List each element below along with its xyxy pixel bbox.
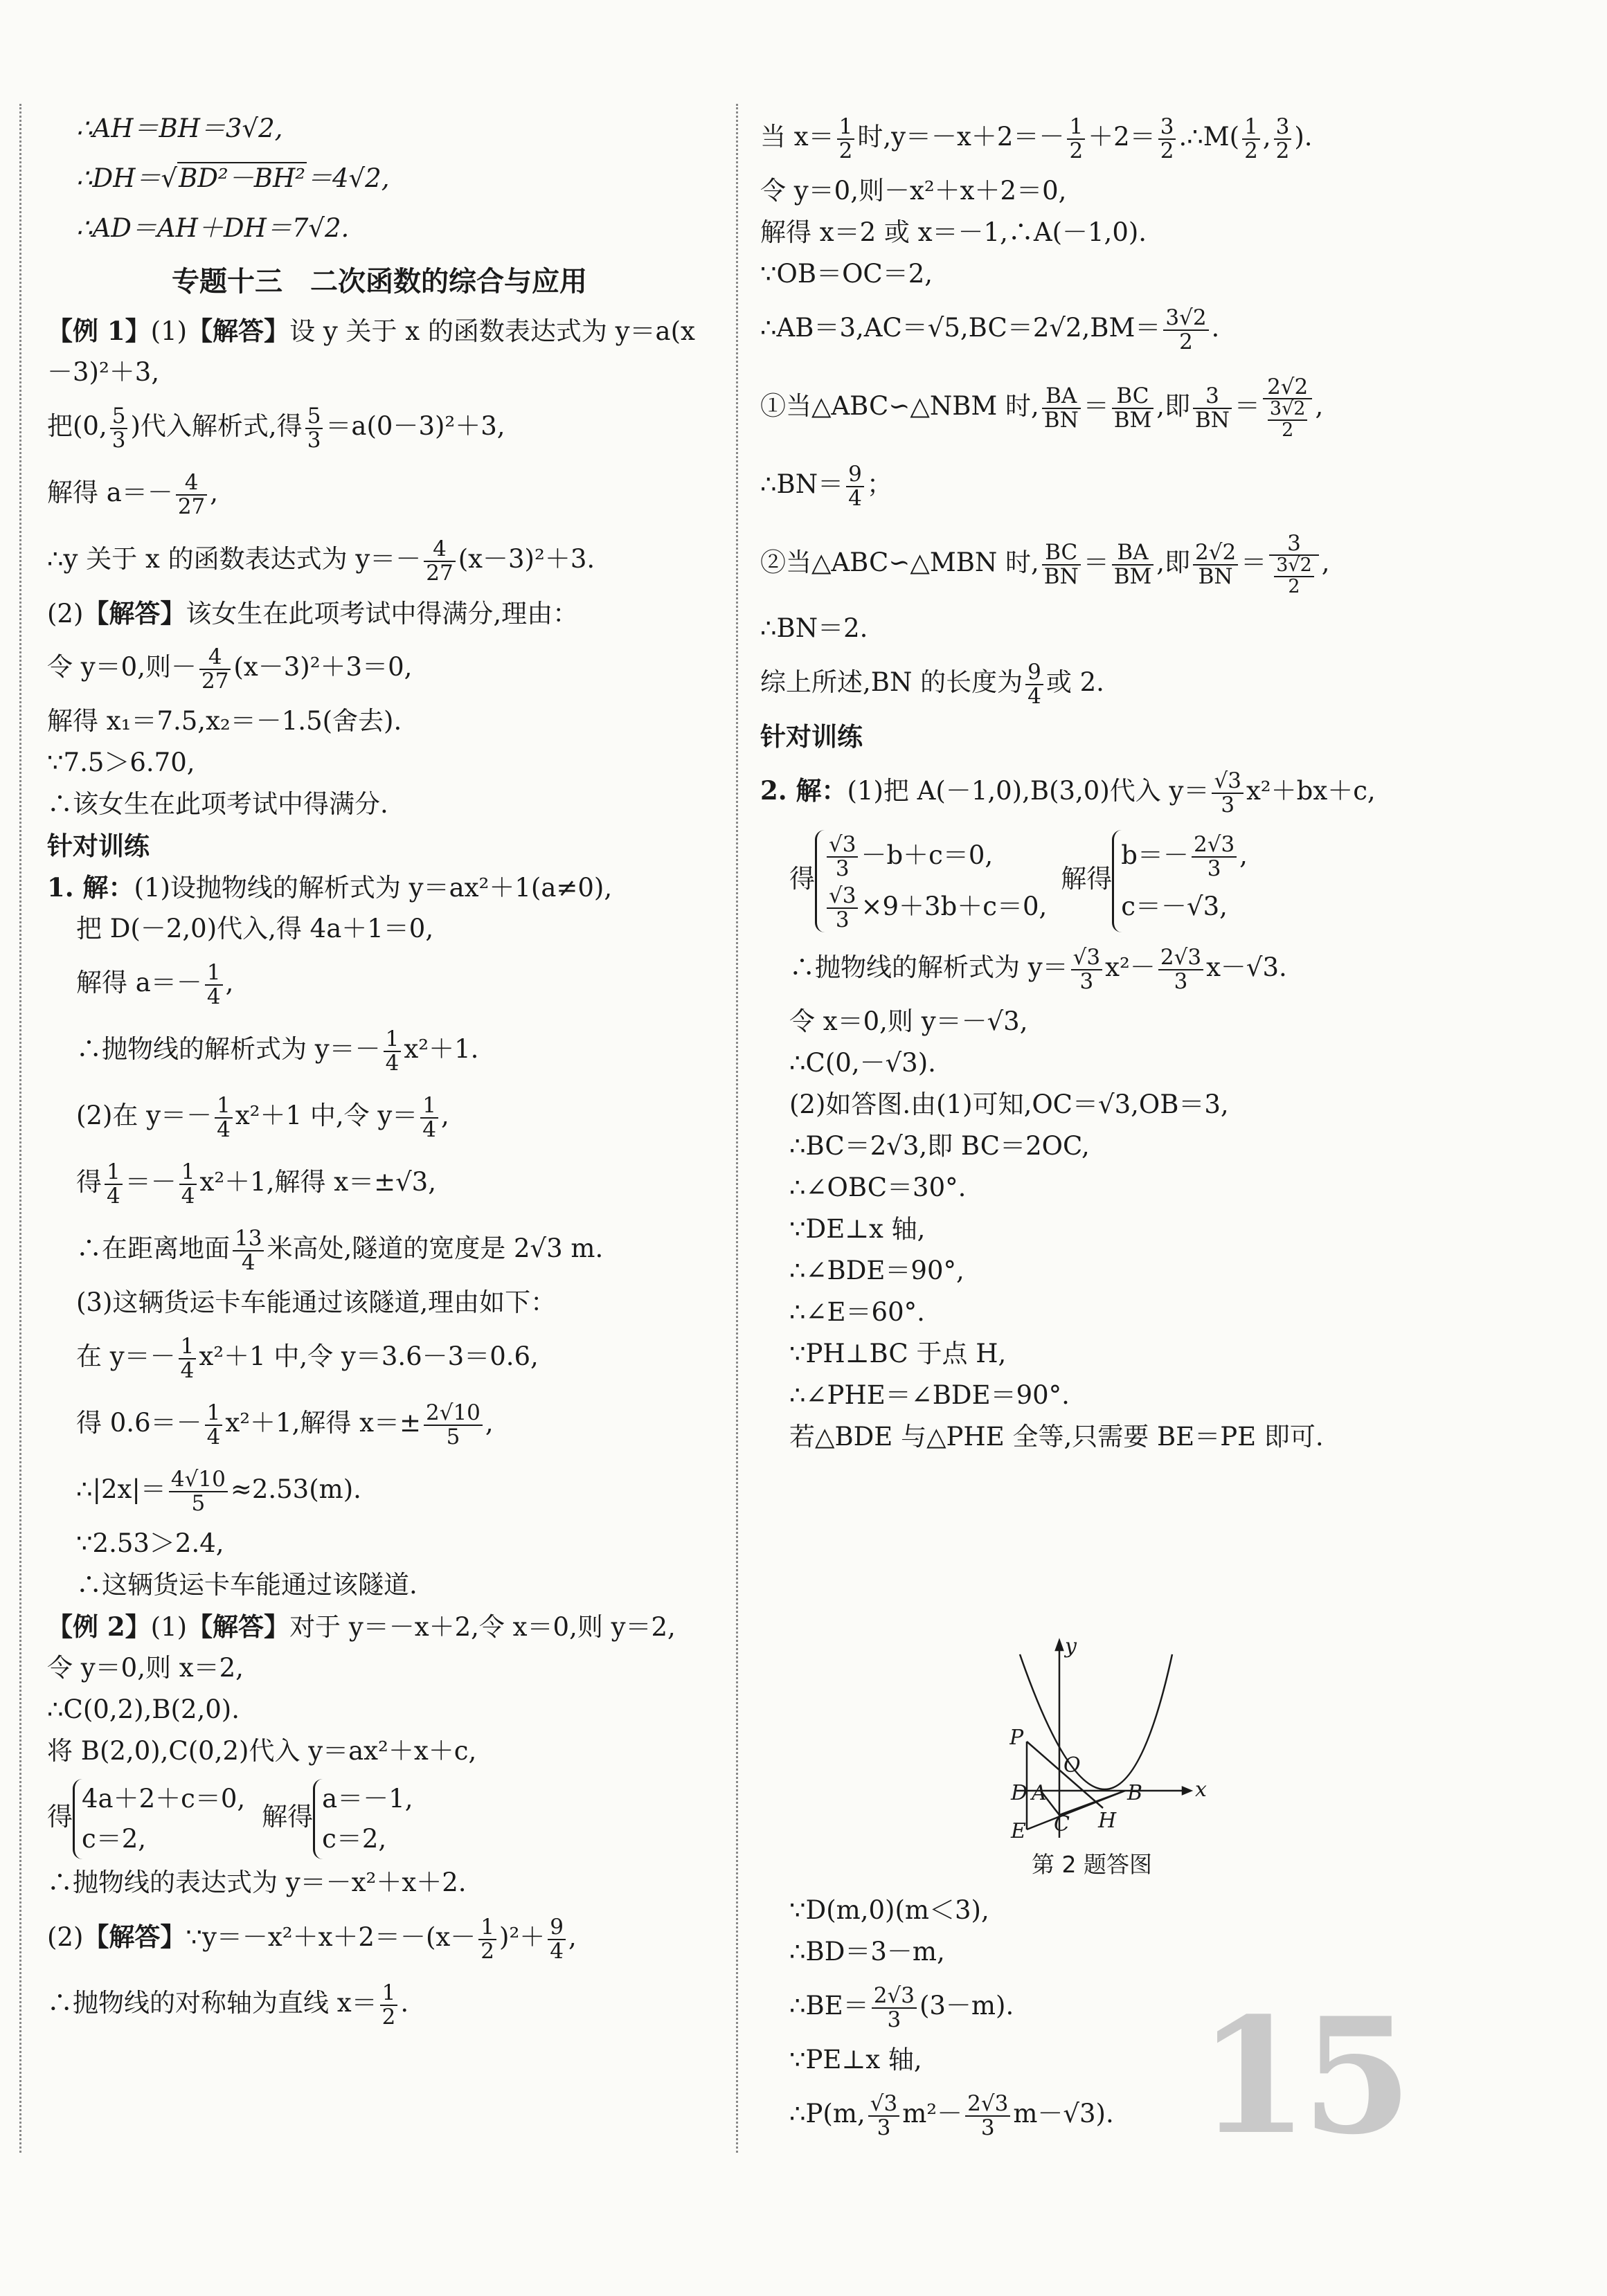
label-E: E <box>1011 1819 1026 1841</box>
parabola <box>1020 1654 1172 1789</box>
equation-system: 4a＋2＋c＝0, c＝2, <box>73 1779 245 1859</box>
training-heading: 针对训练 <box>760 721 863 752</box>
text-line: (2)在 y＝－ $\frac{1}{4}$ x²＋1 中,令 y＝ $\frac{1}{4}$ , <box>76 1092 449 1142</box>
text-line: ∴AB＝3,AC＝√5,BC＝2√2,BM＝ $\frac{3√2}{2}$ . <box>760 305 1220 354</box>
text-line: ∴C(0,－√3). <box>789 1048 936 1078</box>
text-line: 令 y＝0,则 x＝2, <box>47 1653 244 1683</box>
left-column <box>47 104 712 2036</box>
text-line: ∴AD＝AH＋DH＝7√2. <box>76 213 350 243</box>
text-line: ①当△ABC∽△NBM 时, $\frac{BA}{BN}$ ＝ $\frac{BC}{BM}$ ,即 $\frac{3}{BN}$ ＝ $\frac{2√2}{\frac{3√2}{2}}$ , <box>760 374 1324 441</box>
text-line: 把 D(－2,0)代入,得 4a＋1＝0, <box>76 914 434 943</box>
text-line: ∴BD＝3－m, <box>789 1937 945 1967</box>
label-C: C <box>1054 1812 1070 1836</box>
text-line: ∴AH＝BH＝3√2, <box>76 114 283 143</box>
text-line: ②当△ABC∽△MBN 时, $\frac{BC}{BN}$ ＝ $\frac{BA}{BM}$ ,即 $\frac{2√2}{BN}$ ＝ $\frac{3}{\frac{3√2}{2}}$ , <box>760 530 1330 597</box>
label-O: O <box>1063 1753 1081 1778</box>
equation-system: b＝－ $\frac{2√3}{3}$ , c＝－√3, <box>1112 830 1248 932</box>
text-line: ∴抛物线的对称轴为直线 x＝ $\frac{1}{2}$ . <box>47 1980 409 2030</box>
text-line: －3)²＋3, <box>47 357 160 387</box>
equation-system: a＝－1, c＝2, <box>313 1779 413 1859</box>
page-number: 15 <box>1198 1983 1406 2170</box>
text-line: ∴抛物线的解析式为 y＝ $\frac{√3}{3}$ x²－ $\frac{2√3}{3}$ x－√3. <box>789 944 1287 994</box>
figure-caption: 第 2 题答图 <box>1032 1851 1152 1878</box>
text-line: ∴DH＝√BD²－BH²＝4√2, <box>76 163 390 193</box>
text-line: ∴∠OBC＝30°. <box>789 1173 967 1202</box>
equation-system: $\frac{√3}{3}$ －b＋c＝0, $\frac{√3}{3}$ ×9＋3b＋c＝0, <box>815 830 1047 932</box>
text-line: ∵PE⊥x 轴, <box>789 2045 922 2074</box>
text-line: 在 y＝－ $\frac{1}{4}$ x²＋1 中,令 y＝3.6－3＝0.6, <box>76 1333 539 1383</box>
text-line: 将 B(2,0),C(0,2)代入 y＝ax²＋x＋c, <box>47 1736 477 1766</box>
text-line: 得 $\frac{√3}{3}$ －b＋c＝0, $\frac{√3}{3}$ ×9＋3b＋c＝0, 解得 b＝－ $\frac{2√3}{3}$ , c＝－√3, <box>760 824 1425 934</box>
label-A: A <box>1032 1781 1047 1805</box>
text-line: 得 $\frac{1}{4}$ ＝－ $\frac{1}{4}$ x²＋1,解得 x＝±√3, <box>76 1159 436 1209</box>
text-line: (2)【解答】∵y＝－x²＋x＋2＝－(x－ $\frac{1}{2}$ )²＋ $\frac{9}{4}$ , <box>47 1914 577 1964</box>
label-x: x <box>1195 1778 1207 1802</box>
text-line: 【例 2】(1)【解答】对于 y＝－x＋2,令 x＝0,则 y＝2, <box>47 1611 676 1642</box>
text-line: 得 4a＋2＋c＝0, c＝2, 解得 a＝－1, c＝2, <box>47 1772 712 1862</box>
text-line: ∴抛物线的解析式为 y＝－ $\frac{1}{4}$ x²＋1. <box>76 1026 479 1076</box>
label-P: P <box>1009 1726 1024 1750</box>
text-line: ∴BE＝ $\frac{2√3}{3}$ (3－m). <box>789 1982 1014 2032</box>
text-line: ∵OB＝OC＝2, <box>760 259 933 289</box>
example-tag: 【例 1】 <box>47 316 151 346</box>
text-line: ∴BN＝ $\frac{9}{4}$ ； <box>760 461 892 511</box>
text-line: 解得 a＝－ $\frac{4}{27}$ , <box>47 469 219 519</box>
text-line: 令 x＝0,则 y＝－√3, <box>789 1006 1028 1036</box>
label-H: H <box>1098 1809 1117 1833</box>
example-tag: 【例 2】 <box>47 1611 151 1642</box>
training-heading: 针对训练 <box>47 831 150 861</box>
text-line: ∴BN＝2. <box>760 613 868 643</box>
right-column <box>760 104 1425 1458</box>
text-line: (2)【解答】该女生在此项考试中得满分,理由： <box>47 598 579 629</box>
text-line: 得 0.6＝－ $\frac{1}{4}$ x²＋1,解得 x＝± $\frac{2√10}{5}$ , <box>76 1400 494 1449</box>
text-line: 若△BDE 与△PHE 全等,只需要 BE＝PE 即可. <box>789 1422 1324 1452</box>
text-line: ∵PH⊥BC 于点 H, <box>789 1339 1007 1368</box>
text-line: ∴抛物线的表达式为 y＝－x²＋x＋2. <box>47 1868 467 1897</box>
text-line: 把(0, $\frac{5}{3}$ )代入解析式,得 $\frac{5}{3}$ ＝a(0－3)²＋3, <box>47 403 505 453</box>
text-line: ∴这辆货运卡车能通过该隧道. <box>76 1570 418 1600</box>
text-line: 1. 解：(1)设抛物线的解析式为 y＝ax²＋1(a≠0), <box>47 872 613 903</box>
text-line: ∴∠PHE＝∠BDE＝90°. <box>789 1380 1070 1410</box>
text-line: ∴该女生在此项考试中得满分. <box>47 789 388 819</box>
text-line: 解得 x＝2 或 x＝－1,∴A(－1,0). <box>760 217 1147 247</box>
text-line: ∴BC＝2√3,即 BC＝2OC, <box>789 1131 1090 1161</box>
text-line: ∵2.53＞2.4, <box>76 1528 224 1558</box>
section-title: 专题十三 二次函数的综合与应用 <box>172 266 587 298</box>
text-line: 2. 解：(1)把 A(－1,0),B(3,0)代入 y＝ $\frac{√3}{3}$ x²＋bx＋c, <box>760 768 1376 817</box>
text-line: 综上所述,BN 的长度为 $\frac{9}{4}$ 或 2. <box>760 659 1104 709</box>
text-line: 【例 1】(1)【解答】设 y 关于 x 的函数表达式为 y＝a(x <box>47 316 695 346</box>
text-line: ∵D(m,0)(m＜3), <box>789 1895 989 1925</box>
text-line: (3)这辆货运卡车能通过该隧道,理由如下： <box>76 1287 557 1317</box>
text-line: 当 x＝ $\frac{1}{2}$ 时,y＝－x＋2＝－ $\frac{1}{2}$ ＋2＝ $\frac{3}{2}$ .∴M( $\frac{1}{2}$ , $\frac{3}{2}$ ). <box>760 114 1313 163</box>
answer-figure <box>1009 1634 1217 1841</box>
text-line: ∴∠BDE＝90°, <box>789 1256 964 1285</box>
text-line: ∴P(m, $\frac{√3}{3}$ m²－ $\frac{2√3}{3}$ m－√3). <box>789 2090 1114 2140</box>
text-line: ∴|2x|＝ $\frac{4√10}{5}$ ≈2.53(m). <box>76 1466 361 1516</box>
column-divider <box>736 104 738 2153</box>
label-B: B <box>1127 1781 1143 1805</box>
left-margin-rule <box>19 104 21 2153</box>
text-line: ∴C(0,2),B(2,0). <box>47 1694 240 1724</box>
text-line: 令 y＝0,则－ $\frac{4}{27}$ (x－3)²＋3＝0, <box>47 644 413 694</box>
right-column-lower <box>789 1890 1205 2147</box>
text-line: 令 y＝0,则－x²＋x＋2＝0, <box>760 176 1067 206</box>
y-axis-arrow <box>1056 1640 1063 1650</box>
label-y: y <box>1065 1634 1077 1658</box>
label-D: D <box>1011 1781 1028 1805</box>
text-line: ∵DE⊥x 轴, <box>789 1214 926 1244</box>
text-line: 解得 x₁＝7.5,x₂＝－1.5(舍去). <box>47 706 402 736</box>
text-line: ∴∠E＝60°. <box>789 1297 925 1327</box>
text-line: ∴在距离地面 $\frac{13}{4}$ 米高处,隧道的宽度是 2√3 m. <box>76 1225 604 1275</box>
text-line: ∴y 关于 x 的函数表达式为 y＝－ $\frac{4}{27}$ (x－3)²＋3. <box>47 536 595 586</box>
x-axis-arrow <box>1183 1787 1191 1794</box>
text-line: 解得 a＝－ $\frac{1}{4}$ , <box>76 959 234 1009</box>
text-line: ∵7.5＞6.70, <box>47 748 195 777</box>
text-line: (2)如答图.由(1)可知,OC＝√3,OB＝3, <box>789 1090 1229 1119</box>
